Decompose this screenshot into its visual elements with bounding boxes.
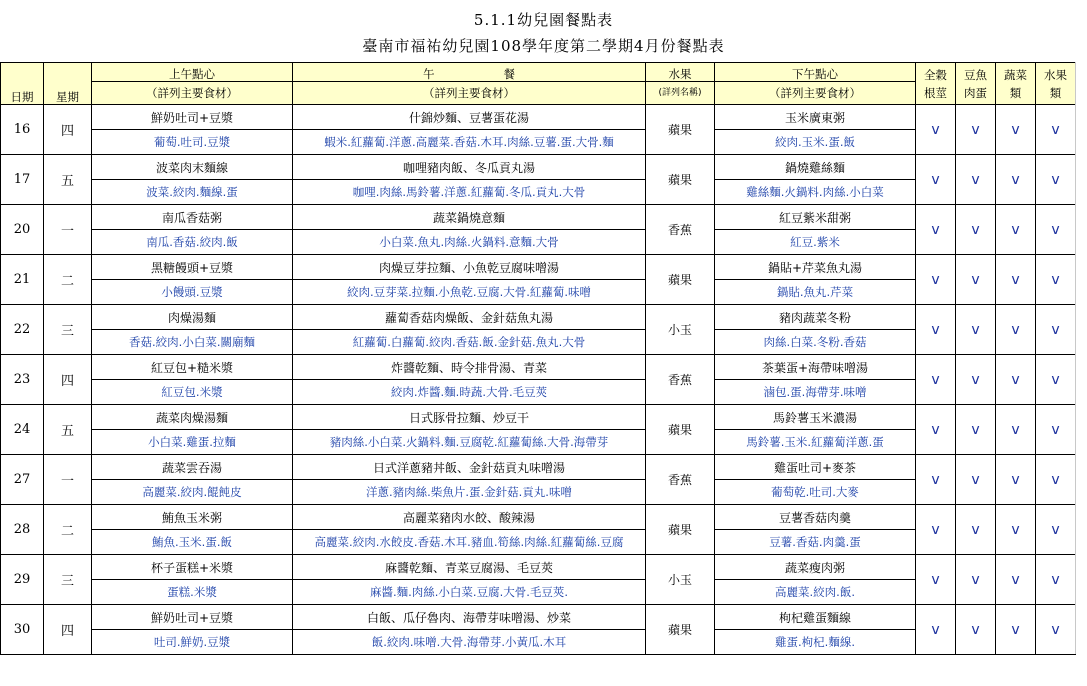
veg-check: v bbox=[996, 155, 1036, 205]
morning-snack-cell: 鮮奶吐司+豆漿 bbox=[92, 105, 293, 130]
header-lunch-sub-label: （詳列主要食材） bbox=[423, 86, 515, 100]
morning-snack-cell: 蔬菜雲吞湯 bbox=[92, 455, 293, 480]
afternoon-snack-cell: 豬肉蔬菜冬粉 bbox=[715, 305, 916, 330]
veg-check: v bbox=[996, 555, 1036, 605]
fruitcat-check: v bbox=[1036, 305, 1076, 355]
header-grains-line2: 根莖 bbox=[924, 85, 947, 100]
fruit-cell: 蘋果 bbox=[646, 405, 715, 455]
table-row-ingredients bbox=[1, 630, 1076, 655]
veg-check: v bbox=[996, 355, 1036, 405]
grains-check: v bbox=[916, 555, 956, 605]
protein-check: v bbox=[956, 555, 996, 605]
fruitcat-check: v bbox=[1036, 555, 1076, 605]
table-row bbox=[1, 105, 1076, 130]
morning-snack-cell: 鮮奶吐司+豆漿 bbox=[92, 605, 293, 630]
veg-check: v bbox=[996, 205, 1036, 255]
date-cell: 30 bbox=[1, 605, 44, 655]
lunch-ingredients-cell: 洋蔥.豬肉絲.柴魚片.蛋.金針菇.貢丸.味噌 bbox=[293, 480, 646, 505]
header-veg-line1: 蔬菜 bbox=[1004, 67, 1027, 82]
protein-check: v bbox=[956, 455, 996, 505]
date-cell: 22 bbox=[1, 305, 44, 355]
table-header bbox=[1, 63, 1076, 105]
weekday-cell: 三 bbox=[44, 555, 92, 605]
morning-ingredients-cell: 波菜.絞肉.麵線.蛋 bbox=[92, 180, 293, 205]
fruit-cell: 蘋果 bbox=[646, 605, 715, 655]
table-row bbox=[1, 455, 1076, 480]
veg-check: v bbox=[996, 505, 1036, 555]
document-subtitle: 臺南市福祐幼兒園108學年度第二學期4月份餐點表 bbox=[362, 37, 725, 55]
header-morning-sub bbox=[92, 82, 293, 105]
header-veg-line2: 類 bbox=[1009, 85, 1022, 100]
protein-check: v bbox=[956, 155, 996, 205]
table-row-ingredients bbox=[1, 430, 1076, 455]
afternoon-snack-cell: 馬鈴薯玉米濃湯 bbox=[715, 405, 916, 430]
header-veg bbox=[996, 63, 1036, 105]
header-fruit-sub bbox=[646, 82, 715, 105]
table-row-ingredients bbox=[1, 530, 1076, 555]
weekday-cell: 四 bbox=[44, 605, 92, 655]
veg-check: v bbox=[996, 405, 1036, 455]
fruitcat-check: v bbox=[1036, 455, 1076, 505]
veg-check: v bbox=[996, 255, 1036, 305]
morning-ingredients-cell: 鮪魚.玉米.蛋.飯 bbox=[92, 530, 293, 555]
weekday-cell: 二 bbox=[44, 255, 92, 305]
grains-check: v bbox=[916, 105, 956, 155]
weekday-cell: 五 bbox=[44, 155, 92, 205]
table-row-ingredients bbox=[1, 380, 1076, 405]
protein-check: v bbox=[956, 305, 996, 355]
lunch-ingredients-cell: 高麗菜.絞肉.水餃皮.香菇.木耳.豬血.筍絲.肉絲.紅蘿蔔絲.豆腐 bbox=[293, 530, 646, 555]
lunch-cell: 日式豚骨拉麵、炒豆干 bbox=[293, 405, 646, 430]
weekday-cell: 三 bbox=[44, 305, 92, 355]
afternoon-ingredients-cell: 肉絲.白菜.冬粉.香菇 bbox=[715, 330, 916, 355]
table-row bbox=[1, 405, 1076, 430]
fruit-cell: 蘋果 bbox=[646, 505, 715, 555]
date-cell: 21 bbox=[1, 255, 44, 305]
lunch-cell: 白飯、瓜仔魯肉、海帶芽味噌湯、炒菜 bbox=[293, 605, 646, 630]
protein-check: v bbox=[956, 605, 996, 655]
header-fruitcat bbox=[1036, 63, 1076, 105]
morning-snack-cell: 紅豆包+糙米漿 bbox=[92, 355, 293, 380]
morning-ingredients-cell: 紅豆包.米漿 bbox=[92, 380, 293, 405]
header-date bbox=[1, 63, 44, 105]
weekday-cell: 一 bbox=[44, 455, 92, 505]
table-row bbox=[1, 355, 1076, 380]
veg-check: v bbox=[996, 105, 1036, 155]
weekday-cell: 二 bbox=[44, 505, 92, 555]
grains-check: v bbox=[916, 455, 956, 505]
morning-ingredients-cell: 吐司.鮮奶.豆漿 bbox=[92, 630, 293, 655]
afternoon-ingredients-cell: 鍋貼.魚丸.芹菜 bbox=[715, 280, 916, 305]
lunch-ingredients-cell: 絞肉.炸醬.麵.時蔬.大骨.毛豆莢 bbox=[293, 380, 646, 405]
header-fruitcat-line1: 水果 bbox=[1044, 67, 1067, 82]
lunch-cell: 麻醬乾麵、青菜豆腐湯、毛豆莢 bbox=[293, 555, 646, 580]
table-row bbox=[1, 205, 1076, 230]
header-grains-line1: 全穀 bbox=[924, 67, 947, 82]
header-weekday bbox=[44, 63, 92, 105]
date-cell: 16 bbox=[1, 105, 44, 155]
lunch-ingredients-cell: 咖哩.肉絲.馬鈴薯.洋蔥.紅蘿蔔.冬瓜.貢丸.大骨 bbox=[293, 180, 646, 205]
lunch-ingredients-cell: 飯.絞肉.味噌.大骨.海帶芽.小黃瓜.木耳 bbox=[293, 630, 646, 655]
afternoon-snack-cell: 蔬菜瘦肉粥 bbox=[715, 555, 916, 580]
header-morning bbox=[92, 63, 293, 82]
afternoon-snack-cell: 枸杞雞蛋麵線 bbox=[715, 605, 916, 630]
morning-ingredients-cell: 小白菜.雞蛋.拉麵 bbox=[92, 430, 293, 455]
morning-ingredients-cell: 南瓜.香菇.絞肉.飯 bbox=[92, 230, 293, 255]
grains-check: v bbox=[916, 205, 956, 255]
sheet-gridline bbox=[1075, 62, 1087, 654]
document-title: 5.1.1幼兒園餐點表 bbox=[473, 11, 614, 29]
header-afternoon-label: 下午點心 bbox=[792, 67, 838, 81]
header-protein bbox=[956, 63, 996, 105]
table-row-ingredients bbox=[1, 280, 1076, 305]
table-row-ingredients bbox=[1, 180, 1076, 205]
afternoon-ingredients-cell: 豆薯.香菇.肉羹.蛋 bbox=[715, 530, 916, 555]
date-cell: 20 bbox=[1, 205, 44, 255]
lunch-ingredients-cell: 麻醬.麵.肉絲.小白菜.豆腐.大骨.毛豆莢. bbox=[293, 580, 646, 605]
date-cell: 17 bbox=[1, 155, 44, 205]
lunch-cell: 蘿蔔香菇肉燥飯、金針菇魚丸湯 bbox=[293, 305, 646, 330]
table-row bbox=[1, 305, 1076, 330]
fruitcat-check: v bbox=[1036, 105, 1076, 155]
afternoon-ingredients-cell: 馬鈴薯.玉米.紅蘿蔔洋蔥.蛋 bbox=[715, 430, 916, 455]
lunch-cell: 肉燥豆芽拉麵、小魚乾豆腐味噌湯 bbox=[293, 255, 646, 280]
morning-snack-cell: 波菜肉末麵線 bbox=[92, 155, 293, 180]
weekday-cell: 四 bbox=[44, 355, 92, 405]
afternoon-ingredients-cell: 葡萄乾.吐司.大麥 bbox=[715, 480, 916, 505]
table-row bbox=[1, 255, 1076, 280]
table-row bbox=[1, 155, 1076, 180]
header-protein-line1: 豆魚 bbox=[964, 67, 987, 82]
grains-check: v bbox=[916, 305, 956, 355]
header-protein-line2: 肉蛋 bbox=[964, 85, 987, 100]
afternoon-snack-cell: 雞蛋吐司+麥茶 bbox=[715, 455, 916, 480]
grains-check: v bbox=[916, 155, 956, 205]
lunch-ingredients-cell: 紅蘿蔔.白蘿蔔.絞肉.香菇.飯.金針菇.魚丸.大骨 bbox=[293, 330, 646, 355]
grains-check: v bbox=[916, 355, 956, 405]
afternoon-ingredients-cell: 雞絲麵.火鍋料.肉絲.小白菜 bbox=[715, 180, 916, 205]
header-morning-label: 上午點心 bbox=[169, 67, 215, 81]
header-afternoon-sub-label: （詳列主要食材） bbox=[769, 86, 861, 100]
morning-ingredients-cell: 蛋糕.米漿 bbox=[92, 580, 293, 605]
lunch-ingredients-cell: 蝦米.紅蘿蔔.洋蔥.高麗菜.香菇.木耳.肉絲.豆薯.蛋.大骨.麵 bbox=[293, 130, 646, 155]
table-row-ingredients bbox=[1, 130, 1076, 155]
lunch-cell: 炸醬乾麵、時令排骨湯、青菜 bbox=[293, 355, 646, 380]
afternoon-ingredients-cell: 紅豆.紫米 bbox=[715, 230, 916, 255]
lunch-ingredients-cell: 豬肉絲.小白菜.火鍋料.麵.豆腐乾.紅蘿蔔絲.大骨.海帶芽 bbox=[293, 430, 646, 455]
header-afternoon-sub bbox=[715, 82, 916, 105]
table-body bbox=[1, 105, 1076, 655]
veg-check: v bbox=[996, 455, 1036, 505]
fruit-cell: 小玉 bbox=[646, 555, 715, 605]
afternoon-snack-cell: 豆薯香菇肉羹 bbox=[715, 505, 916, 530]
table-row-ingredients bbox=[1, 580, 1076, 605]
table-row bbox=[1, 505, 1076, 530]
grains-check: v bbox=[916, 405, 956, 455]
date-cell: 27 bbox=[1, 455, 44, 505]
lunch-ingredients-cell: 小白菜.魚丸.肉絲.火鍋料.意麵.大骨 bbox=[293, 230, 646, 255]
morning-ingredients-cell: 小饅頭.豆漿 bbox=[92, 280, 293, 305]
table-row-ingredients bbox=[1, 330, 1076, 355]
header-morning-sub-label: （詳列主要食材） bbox=[146, 86, 238, 100]
protein-check: v bbox=[956, 205, 996, 255]
protein-check: v bbox=[956, 405, 996, 455]
protein-check: v bbox=[956, 355, 996, 405]
morning-snack-cell: 蔬菜肉燥湯麵 bbox=[92, 405, 293, 430]
lunch-cell: 什錦炒麵、豆薯蛋花湯 bbox=[293, 105, 646, 130]
header-lunch-label: 午 餐 bbox=[423, 67, 515, 81]
grains-check: v bbox=[916, 505, 956, 555]
morning-ingredients-cell: 高麗菜.絞肉.餛飩皮 bbox=[92, 480, 293, 505]
table-row-ingredients bbox=[1, 480, 1076, 505]
meal-table bbox=[0, 62, 1076, 655]
grains-check: v bbox=[916, 605, 956, 655]
protein-check: v bbox=[956, 255, 996, 305]
header-fruit-sub-label: (詳列名稱) bbox=[658, 88, 702, 98]
fruit-cell: 蘋果 bbox=[646, 155, 715, 205]
lunch-cell: 蔬菜鍋燒意麵 bbox=[293, 205, 646, 230]
lunch-cell: 日式洋蔥豬丼飯、金針菇貢丸味噌湯 bbox=[293, 455, 646, 480]
afternoon-ingredients-cell: 雞蛋.枸杞.麵線. bbox=[715, 630, 916, 655]
grains-check: v bbox=[916, 255, 956, 305]
morning-snack-cell: 黑糖饅頭+豆漿 bbox=[92, 255, 293, 280]
morning-ingredients-cell: 香菇.絞肉.小白菜.關廟麵 bbox=[92, 330, 293, 355]
date-cell: 24 bbox=[1, 405, 44, 455]
header-afternoon bbox=[715, 63, 916, 82]
afternoon-snack-cell: 紅豆紫米甜粥 bbox=[715, 205, 916, 230]
morning-ingredients-cell: 葡萄.吐司.豆漿 bbox=[92, 130, 293, 155]
weekday-cell: 五 bbox=[44, 405, 92, 455]
veg-check: v bbox=[996, 605, 1036, 655]
afternoon-snack-cell: 玉米廣東粥 bbox=[715, 105, 916, 130]
afternoon-snack-cell: 茶葉蛋+海帶味噌湯 bbox=[715, 355, 916, 380]
title-area bbox=[0, 0, 1087, 62]
morning-snack-cell: 肉燥湯麵 bbox=[92, 305, 293, 330]
afternoon-ingredients-cell: 高麗菜.絞肉.飯. bbox=[715, 580, 916, 605]
fruit-cell: 香蕉 bbox=[646, 205, 715, 255]
lunch-cell: 高麗菜豬肉水餃、酸辣湯 bbox=[293, 505, 646, 530]
header-fruit bbox=[646, 63, 715, 82]
lunch-ingredients-cell: 絞肉.豆芽菜.拉麵.小魚乾.豆腐.大骨.紅蘿蔔.味噌 bbox=[293, 280, 646, 305]
fruitcat-check: v bbox=[1036, 405, 1076, 455]
fruit-cell: 蘋果 bbox=[646, 105, 715, 155]
fruitcat-check: v bbox=[1036, 355, 1076, 405]
protein-check: v bbox=[956, 505, 996, 555]
fruitcat-check: v bbox=[1036, 155, 1076, 205]
afternoon-ingredients-cell: 滷包.蛋.海帶芽.味噌 bbox=[715, 380, 916, 405]
date-cell: 29 bbox=[1, 555, 44, 605]
fruit-cell: 香蕉 bbox=[646, 355, 715, 405]
fruitcat-check: v bbox=[1036, 605, 1076, 655]
weekday-cell: 一 bbox=[44, 205, 92, 255]
header-weekday-label: 星期 bbox=[56, 90, 79, 104]
morning-snack-cell: 杯子蛋糕+米漿 bbox=[92, 555, 293, 580]
lunch-cell: 咖哩豬肉飯、冬瓜貢丸湯 bbox=[293, 155, 646, 180]
afternoon-ingredients-cell: 絞肉.玉米.蛋.飯 bbox=[715, 130, 916, 155]
afternoon-snack-cell: 鍋燒雞絲麵 bbox=[715, 155, 916, 180]
header-lunch bbox=[293, 63, 646, 82]
weekday-cell: 四 bbox=[44, 105, 92, 155]
fruit-cell: 小玉 bbox=[646, 305, 715, 355]
date-cell: 28 bbox=[1, 505, 44, 555]
date-cell: 23 bbox=[1, 355, 44, 405]
morning-snack-cell: 鮪魚玉米粥 bbox=[92, 505, 293, 530]
header-date-label: 日期 bbox=[10, 90, 34, 104]
header-grains bbox=[916, 63, 956, 105]
header-fruitcat-line2: 類 bbox=[1049, 85, 1062, 100]
morning-snack-cell: 南瓜香菇粥 bbox=[92, 205, 293, 230]
header-lunch-sub bbox=[293, 82, 646, 105]
table-row-ingredients bbox=[1, 230, 1076, 255]
header-fruit-label: 水果 bbox=[668, 67, 692, 81]
table-row bbox=[1, 555, 1076, 580]
fruit-cell: 香蕉 bbox=[646, 455, 715, 505]
afternoon-snack-cell: 鍋貼+芹菜魚丸湯 bbox=[715, 255, 916, 280]
fruit-cell: 蘋果 bbox=[646, 255, 715, 305]
table-row bbox=[1, 605, 1076, 630]
fruitcat-check: v bbox=[1036, 505, 1076, 555]
veg-check: v bbox=[996, 305, 1036, 355]
fruitcat-check: v bbox=[1036, 205, 1076, 255]
fruitcat-check: v bbox=[1036, 255, 1076, 305]
protein-check: v bbox=[956, 105, 996, 155]
